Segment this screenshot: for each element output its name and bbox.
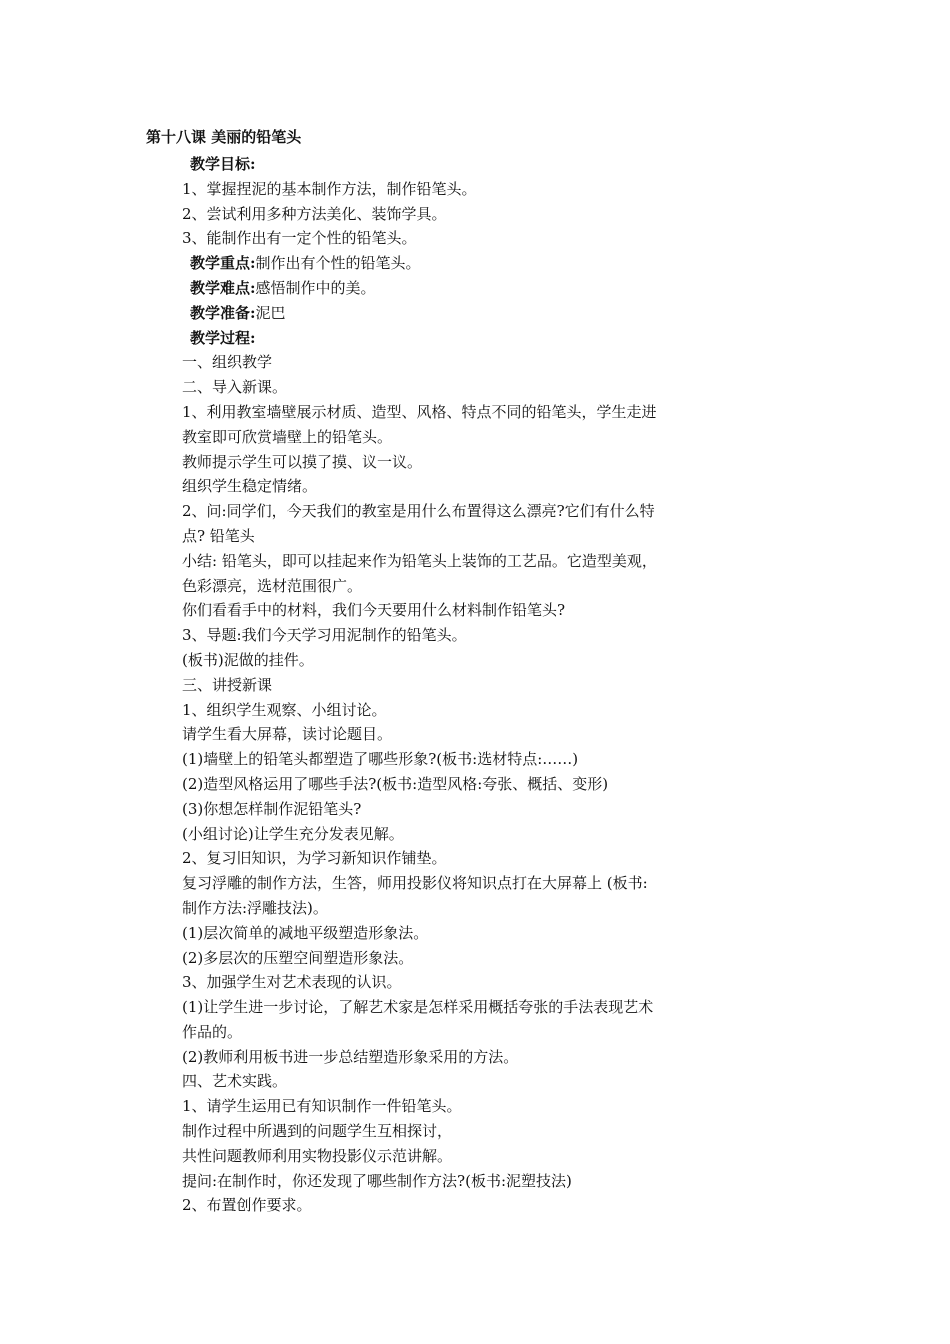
section-heading-label: 教学难点: xyxy=(190,278,256,297)
body-line: (1)墙壁上的铅笔头都塑造了哪些形象?(板书:选材特点:……) xyxy=(182,750,579,769)
lesson-title: 第十八课 美丽的铅笔头 xyxy=(146,128,302,146)
body-line: 3、导题:我们今天学习用泥制作的铅笔头。 xyxy=(182,626,467,645)
body-line: 提问:在制作时，你还发现了哪些制作方法?(板书:泥塑技法) xyxy=(182,1171,572,1190)
body-line: 组织学生稳定情绪。 xyxy=(182,477,318,496)
body-line: 2、问:同学们，今天我们的教室是用什么布置得这么漂亮?它们有什么特 xyxy=(182,502,655,521)
body-line: (小组讨论)让学生充分发表见解。 xyxy=(182,824,404,843)
body-line: 一、组织教学 xyxy=(182,353,273,372)
body-line: 1、请学生运用已有知识制作一件铅笔头。 xyxy=(182,1097,462,1116)
section-heading-label: 教学目标: xyxy=(190,155,256,173)
section-heading-line xyxy=(182,301,722,326)
body-line: (2)教师利用板书进一步总结塑造形象采用的方法。 xyxy=(182,1047,519,1066)
body-line: 2、布置创作要求。 xyxy=(182,1196,312,1215)
body-line: 3、加强学生对艺术表现的认识。 xyxy=(182,973,402,992)
section-heading-line xyxy=(182,152,722,177)
body-line: (2)多层次的压塑空间塑造形象法。 xyxy=(182,948,414,967)
body-line: 点? 铅笔头 xyxy=(182,526,255,545)
body-line: 1、组织学生观察、小组讨论。 xyxy=(182,700,387,719)
body-line: 2、复习旧知识，为学习新知识作铺垫。 xyxy=(182,849,447,868)
section-heading-text: 泥巴 xyxy=(255,303,286,322)
body-line: 制作方法:浮雕技法)。 xyxy=(182,898,328,917)
body-line: 三、讲授新课 xyxy=(182,675,273,694)
section-heading-label: 教学重点: xyxy=(190,254,256,273)
section-heading-line xyxy=(182,326,722,351)
body-line: 作品的。 xyxy=(182,1022,243,1041)
section-heading-line xyxy=(182,251,722,276)
body-line: 色彩漂亮，选材范围很广。 xyxy=(182,576,363,595)
body-line: (板书)泥做的挂件。 xyxy=(182,650,314,669)
body-line: 你们看看手中的材料，我们今天要用什么材料制作铅笔头? xyxy=(182,601,566,620)
body-line: 2、尝试利用多种方法美化、装饰学具。 xyxy=(182,204,447,223)
body-line: 制作过程中所遇到的问题学生互相探讨， xyxy=(182,1122,453,1141)
body-line: (1)层次简单的减地平级塑造形象法。 xyxy=(182,923,429,942)
body-line: 3、能制作出有一定个性的铅笔头。 xyxy=(182,229,417,248)
body-line: 复习浮雕的制作方法，生答，师用投影仪将知识点打在大屏幕上 (板书: xyxy=(182,874,648,893)
body-line: (1)让学生进一步讨论，了解艺术家是怎样采用概括夸张的手法表现艺术 xyxy=(182,998,654,1017)
section-heading-label: 教学过程: xyxy=(190,328,256,347)
lesson-body xyxy=(182,152,722,1218)
body-line: 二、导入新课。 xyxy=(182,378,288,397)
body-line: 1、利用教室墙壁展示材质、造型、风格、特点不同的铅笔头，学生走进 xyxy=(182,402,657,421)
body-line: 教室即可欣赏墙壁上的铅笔头。 xyxy=(182,427,393,446)
body-line: (3)你想怎样制作泥铅笔头? xyxy=(182,799,362,818)
body-line: 四、艺术实践。 xyxy=(182,1072,288,1091)
section-heading-line xyxy=(182,276,722,301)
body-line: 教师提示学生可以摸了摸、议一议。 xyxy=(182,452,423,471)
body-line: 共性问题教师利用实物投影仪示范讲解。 xyxy=(182,1146,453,1165)
body-line: 请学生看大屏幕，读讨论题目。 xyxy=(182,725,393,744)
body-line: 小结: 铅笔头，即可以挂起来作为铅笔头上装饰的工艺品。它造型美观， xyxy=(182,551,657,570)
section-heading-text: 感悟制作中的美。 xyxy=(255,278,376,297)
body-line: (2)造型风格运用了哪些手法?(板书:造型风格:夸张、概括、变形) xyxy=(182,774,609,793)
section-heading-text: 制作出有个性的铅笔头。 xyxy=(255,254,421,273)
body-line: 1、掌握捏泥的基本制作方法，制作铅笔头。 xyxy=(182,179,477,198)
section-heading-label: 教学准备: xyxy=(190,303,256,322)
